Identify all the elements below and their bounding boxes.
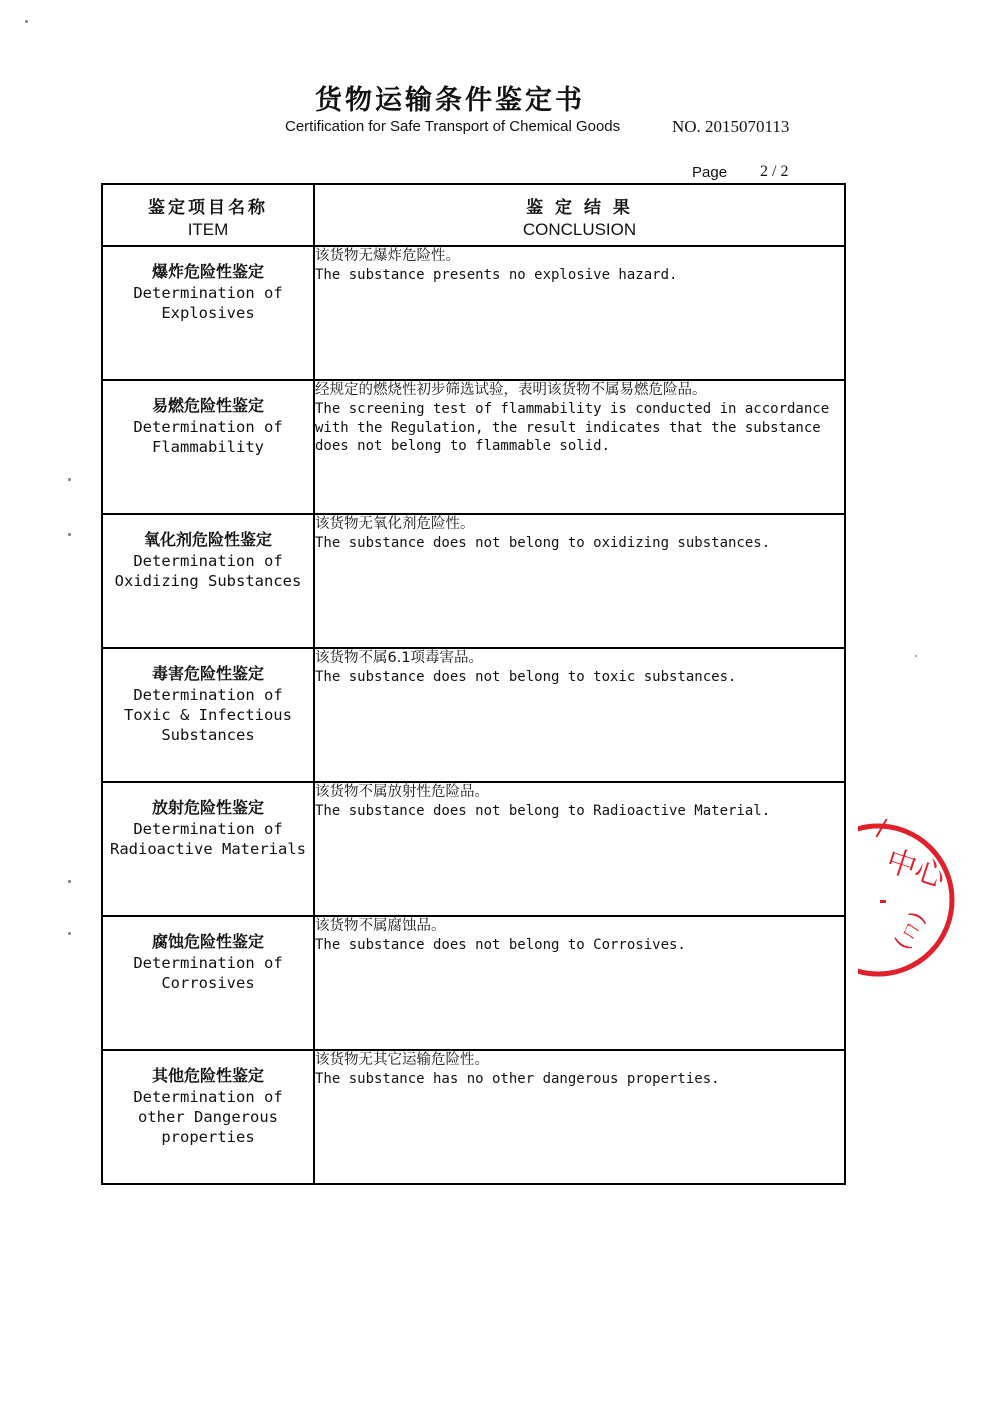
conclusion-en: The substance does not belong to toxic substances. (315, 669, 737, 685)
table-row (102, 782, 845, 916)
item-cell (102, 514, 314, 648)
conclusion-zh: 该货物无爆炸危险性。 (315, 248, 460, 264)
item-cell (102, 916, 314, 1050)
conclusion-cell (314, 916, 845, 1050)
conclusion-cell (314, 648, 845, 782)
item-header-zh: 鉴定项目名称 (148, 198, 268, 218)
conclusion-cell (314, 514, 845, 648)
item-cell (102, 380, 314, 514)
item-name-en: Determination of Oxidizing Substances (114, 552, 302, 590)
scan-speck (68, 932, 71, 935)
conclusion-en: The substance does not belong to Corrosives. (315, 937, 686, 953)
document-number: NO. 2015070113 (672, 117, 790, 136)
conclusion-zh: 该货物不属6.1项毒害品。 (315, 650, 484, 666)
item-name-en: Determination of Corrosives (133, 954, 283, 992)
conclusion-en: The screening test of flammability is conducted in accordance with the Regulation, the result indicates that the substance does not belong to flammable solid. (315, 401, 830, 454)
scan-speck (25, 20, 28, 23)
page-number: 2 / 2 (760, 163, 789, 180)
item-name-en: Determination of Flammability (133, 418, 283, 456)
conclusion-header-zh: 鉴 定 结 果 (526, 198, 633, 218)
item-name-en: Determination of other Dangerous properties (133, 1088, 283, 1146)
conclusion-cell (314, 782, 845, 916)
seal-text: 中心 (881, 843, 950, 896)
item-name-zh: 氧化剂危险性鉴定 (143, 530, 272, 549)
certification-table (101, 183, 846, 1185)
item-name-zh: 易燃危险性鉴定 (151, 396, 264, 415)
conclusion-zh: 经规定的燃烧性初步筛选试验，表明该货物不属易燃危险品。 (315, 382, 707, 398)
item-name-zh: 腐蚀危险性鉴定 (151, 932, 264, 951)
item-name-en: Determination of Explosives (133, 284, 283, 322)
item-cell (102, 1050, 314, 1184)
conclusion-zh: 该货物无氧化剂危险性。 (315, 516, 475, 532)
conclusion-cell (314, 246, 845, 380)
table-row (102, 246, 845, 380)
item-header-en: ITEM (187, 220, 229, 239)
conclusion-cell (314, 380, 845, 514)
item-name-zh: 爆炸危险性鉴定 (151, 262, 264, 281)
conclusion-header-en: CONCLUSION (522, 220, 637, 239)
scan-speck (915, 655, 917, 657)
table-row (102, 916, 845, 1050)
table-row (102, 514, 845, 648)
conclusion-en: The substance presents no explosive hazard. (315, 267, 678, 283)
item-name-en: Determination of Toxic & Infectious Substances (124, 686, 292, 744)
conclusion-zh: 该货物无其它运输危险性。 (315, 1052, 489, 1068)
page-label: Page (692, 164, 728, 181)
svg-text:/: / (874, 813, 889, 843)
conclusion-en: The substance does not belong to Radioactive Material. (315, 803, 771, 819)
item-cell (102, 246, 314, 380)
conclusion-zh: 该货物不属腐蚀品。 (315, 918, 446, 934)
conclusion-zh: 该货物不属放射性危险品。 (315, 784, 489, 800)
conclusion-en: The substance has no other dangerous properties. (315, 1071, 720, 1087)
item-cell (102, 782, 314, 916)
seal-graphic (858, 805, 958, 1000)
item-column-header (102, 184, 314, 246)
item-name-zh: 毒害危险性鉴定 (151, 664, 264, 683)
table-row (102, 1050, 845, 1184)
item-name-en: Determination of Radioactive Materials (110, 820, 306, 858)
item-name-zh: 其他危险性鉴定 (151, 1066, 264, 1085)
document-title: 货物运输条件鉴定书 (315, 85, 585, 116)
official-seal-stamp (858, 805, 958, 1000)
item-name-zh: 放射危险性鉴定 (151, 798, 264, 817)
svg-text:(ㄇ): (ㄇ) (890, 907, 932, 955)
scan-speck (68, 478, 71, 481)
conclusion-column-header (314, 184, 845, 246)
table-row (102, 380, 845, 514)
table-row (102, 648, 845, 782)
scan-speck (68, 533, 71, 536)
conclusion-cell (314, 1050, 845, 1184)
scan-speck (68, 880, 71, 883)
document-subtitle: Certification for Safe Transport of Chemical Goods (285, 118, 621, 135)
item-cell (102, 648, 314, 782)
conclusion-en: The substance does not belong to oxidizing substances. (315, 535, 771, 551)
table-header-row (102, 184, 845, 246)
